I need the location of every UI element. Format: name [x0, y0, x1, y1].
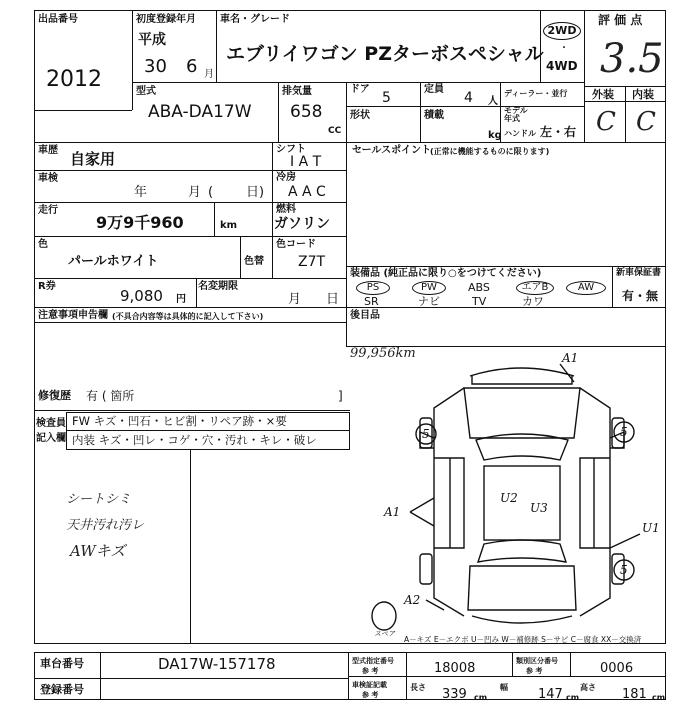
- equip-airbag: エアB: [516, 281, 554, 295]
- first-registration-era: 平成: [138, 32, 166, 48]
- first-registration-month: 6: [186, 56, 198, 77]
- inspector-row-2: 内装 キズ・凹レ・コゲ・穴・汚れ・キレ・破レ: [72, 433, 317, 447]
- divider: [190, 450, 191, 644]
- rating-overall: 3.5: [600, 36, 664, 82]
- equip-ps: PS: [356, 281, 390, 295]
- load-label: 積載: [424, 110, 444, 121]
- inspector-label-1: 検査員: [36, 418, 66, 429]
- first-registration-year: 30: [144, 56, 167, 77]
- chassis-label: 車台番号: [40, 657, 84, 670]
- mileage-label: 走行: [38, 205, 58, 216]
- mark-wheel-fl: 5: [422, 427, 430, 441]
- inspection-year: 年: [134, 185, 148, 200]
- spare-label: スペア: [374, 630, 395, 638]
- divider: [100, 652, 101, 700]
- divider: [34, 410, 350, 411]
- repair-history-label: 修復歴: [38, 389, 71, 402]
- recycle-unit: 円: [176, 294, 186, 305]
- recycle-fee: 9,080: [120, 287, 163, 305]
- length-unit: cm: [474, 693, 488, 702]
- divider: [346, 266, 666, 267]
- divider: [34, 678, 348, 679]
- repair-history: 有 ( 箇所: [86, 389, 135, 403]
- fuel: ガソリン: [274, 216, 330, 232]
- new-warranty: 有・無: [622, 289, 659, 303]
- lot-number-label: 出品番号: [38, 14, 78, 25]
- damage-legend: A－キズ E－エクボ U－凹み W－補修跡 S－サビ C－腐食 XX－交換済: [404, 635, 642, 644]
- length: 339: [442, 687, 467, 702]
- first-registration-month-unit: 月: [204, 69, 214, 80]
- rear-seat-label: 後目品: [350, 310, 380, 321]
- mark-wheel-rr: 5: [620, 563, 628, 577]
- divider: [34, 202, 346, 203]
- category-number-sub: 参 考: [526, 667, 543, 675]
- inspection-month: 月: [188, 185, 202, 200]
- color: パールホワイト: [68, 254, 159, 269]
- category-number: 0006: [600, 661, 634, 676]
- vehicle-name-label: 車名・グレード: [220, 14, 290, 25]
- drive-2wd: 2WD: [543, 22, 581, 40]
- title-deadline-day: 日: [326, 292, 340, 307]
- vehicle-name: エブリイワゴン PZターボスペシャル: [226, 43, 544, 65]
- usage-label: 車歴: [38, 145, 58, 156]
- type-designation: 18008: [434, 661, 476, 676]
- ac-label: 冷房: [276, 172, 296, 183]
- ac: A A C: [288, 184, 326, 200]
- sales-points-note: (正常に機能するものに限ります): [430, 147, 550, 156]
- model-year-label: モデル 年式: [504, 106, 528, 123]
- mark-a1-top: A1: [562, 351, 579, 365]
- divider: [34, 110, 132, 111]
- registration-label: 登録番号: [40, 683, 84, 696]
- mark-u1: U1: [642, 521, 660, 535]
- inspector-row-1: FW キズ・凹石・ヒビ割・リペア跡・×要: [72, 414, 287, 428]
- notes-sub: (不具合内容等は具体的に記入して下さい): [112, 312, 264, 321]
- fuel-label: 燃料: [276, 204, 296, 215]
- first-registration-label: 初度登録年月: [136, 14, 196, 25]
- dealer-label: ディーラー・並行: [504, 89, 568, 98]
- sales-points-label: セールスポイント: [352, 145, 432, 156]
- height-unit: cm: [652, 693, 666, 702]
- rating-exterior: C: [596, 107, 616, 137]
- type-designation-label: 型式指定番号: [352, 657, 394, 665]
- usage: 自家用: [70, 150, 116, 168]
- doors: 5: [382, 90, 391, 106]
- divider: [34, 278, 346, 279]
- rating-interior: C: [636, 107, 656, 137]
- equip-navi: ナビ: [418, 295, 440, 308]
- divider: [272, 142, 273, 278]
- divider: [66, 430, 350, 431]
- divider: [34, 142, 666, 143]
- handwritten-note-3: AWキズ: [70, 542, 126, 560]
- length-label: 長さ: [410, 683, 426, 692]
- divider: [406, 652, 407, 700]
- color-label: 色: [38, 239, 48, 250]
- capacity-label: 定員: [424, 84, 444, 95]
- divider: [132, 10, 133, 110]
- inspector-label-2: 記入欄: [36, 433, 66, 444]
- equip-abs: ABS: [468, 281, 490, 294]
- handle-value: 左・右: [540, 125, 577, 139]
- color-code: Z7T: [298, 254, 326, 270]
- load-unit: kg: [488, 130, 502, 141]
- divider: [346, 307, 347, 346]
- inspection-day: 日): [246, 185, 265, 200]
- equip-leather: カワ: [522, 295, 544, 308]
- chassis-number: DA17W-157178: [158, 655, 276, 673]
- doors-label: ドア: [350, 84, 370, 95]
- mileage: 9万9千960: [96, 213, 184, 232]
- equip-aw: AW: [566, 281, 606, 295]
- divider: [346, 82, 347, 142]
- notes-label: 注意事項申告欄: [38, 310, 108, 321]
- model-code-label: 型式: [136, 86, 156, 97]
- divider: [346, 142, 347, 307]
- exterior-label: 外装: [592, 88, 614, 101]
- width-unit: cm: [566, 693, 580, 702]
- model-code: ABA-DA17W: [148, 102, 252, 122]
- divider: [570, 652, 571, 676]
- capacity-unit: 人: [488, 96, 498, 107]
- divider: [34, 236, 346, 237]
- drive-dot: ・: [559, 43, 569, 54]
- mark-u2: U2: [500, 491, 518, 505]
- divider: [584, 10, 585, 142]
- recycle-label: R券: [38, 281, 56, 292]
- repair-history-close: ]: [338, 389, 343, 403]
- equip-pw: PW: [412, 281, 446, 295]
- inspection-paren: (: [208, 185, 214, 200]
- title-deadline-month: 月: [288, 292, 302, 307]
- lot-number: 2012: [46, 67, 102, 92]
- displacement-label: 排気量: [282, 86, 312, 97]
- handwritten-odometer: 99,956km: [350, 346, 416, 361]
- mark-u3: U3: [530, 501, 548, 515]
- capacity: 4: [464, 90, 473, 106]
- title-deadline-label: 名変期限: [198, 281, 238, 292]
- car-damage-diagram: [360, 348, 666, 642]
- height: 181: [622, 687, 647, 702]
- equipment-label: 装備品 (純正品に限り○をつけてください): [350, 268, 542, 279]
- divider: [625, 86, 626, 142]
- mark-a2: A2: [404, 593, 421, 607]
- handwritten-note-1: シートシミ: [66, 492, 132, 507]
- divider: [612, 266, 613, 307]
- equip-tv: TV: [472, 295, 487, 308]
- shift-label: シフト: [276, 144, 306, 155]
- equip-sr: SR: [364, 295, 379, 308]
- divider: [214, 202, 215, 236]
- dimensions-label: 車検証記載: [352, 681, 387, 689]
- shift: I A T: [290, 154, 322, 170]
- divider: [34, 322, 346, 323]
- height-label: 高さ: [580, 683, 596, 692]
- rating-label: 評 価 点: [598, 13, 643, 27]
- dimensions-sub: 参 考: [362, 691, 379, 699]
- interior-label: 内装: [632, 88, 654, 101]
- width-label: 幅: [500, 683, 508, 692]
- inspection-label: 車検: [38, 173, 58, 184]
- new-warranty-label: 新車保証書: [616, 268, 662, 278]
- handwritten-note-2: 天井汚れ汚レ: [66, 518, 145, 533]
- divider: [240, 236, 241, 278]
- color-code-label: 色コード: [276, 239, 316, 250]
- divider: [216, 10, 217, 82]
- divider: [420, 82, 421, 142]
- category-number-label: 類別区分番号: [516, 657, 558, 665]
- mileage-unit: km: [220, 220, 238, 231]
- mark-a1-left: A1: [384, 505, 401, 519]
- shape-label: 形状: [350, 110, 370, 121]
- type-designation-sub: 参 考: [362, 667, 379, 675]
- divider: [584, 101, 666, 102]
- displacement-unit: CC: [328, 126, 342, 136]
- drive-4wd: 4WD: [546, 59, 578, 73]
- handle-label: ハンドル: [504, 129, 536, 138]
- displacement: 658: [290, 102, 323, 122]
- divider: [34, 307, 666, 308]
- width: 147: [538, 687, 563, 702]
- divider: [132, 82, 584, 83]
- divider: [512, 652, 513, 676]
- mark-wheel-fr: 5: [620, 425, 628, 439]
- divider: [278, 82, 279, 142]
- color-change-label: 色替: [244, 256, 264, 267]
- divider: [196, 278, 197, 307]
